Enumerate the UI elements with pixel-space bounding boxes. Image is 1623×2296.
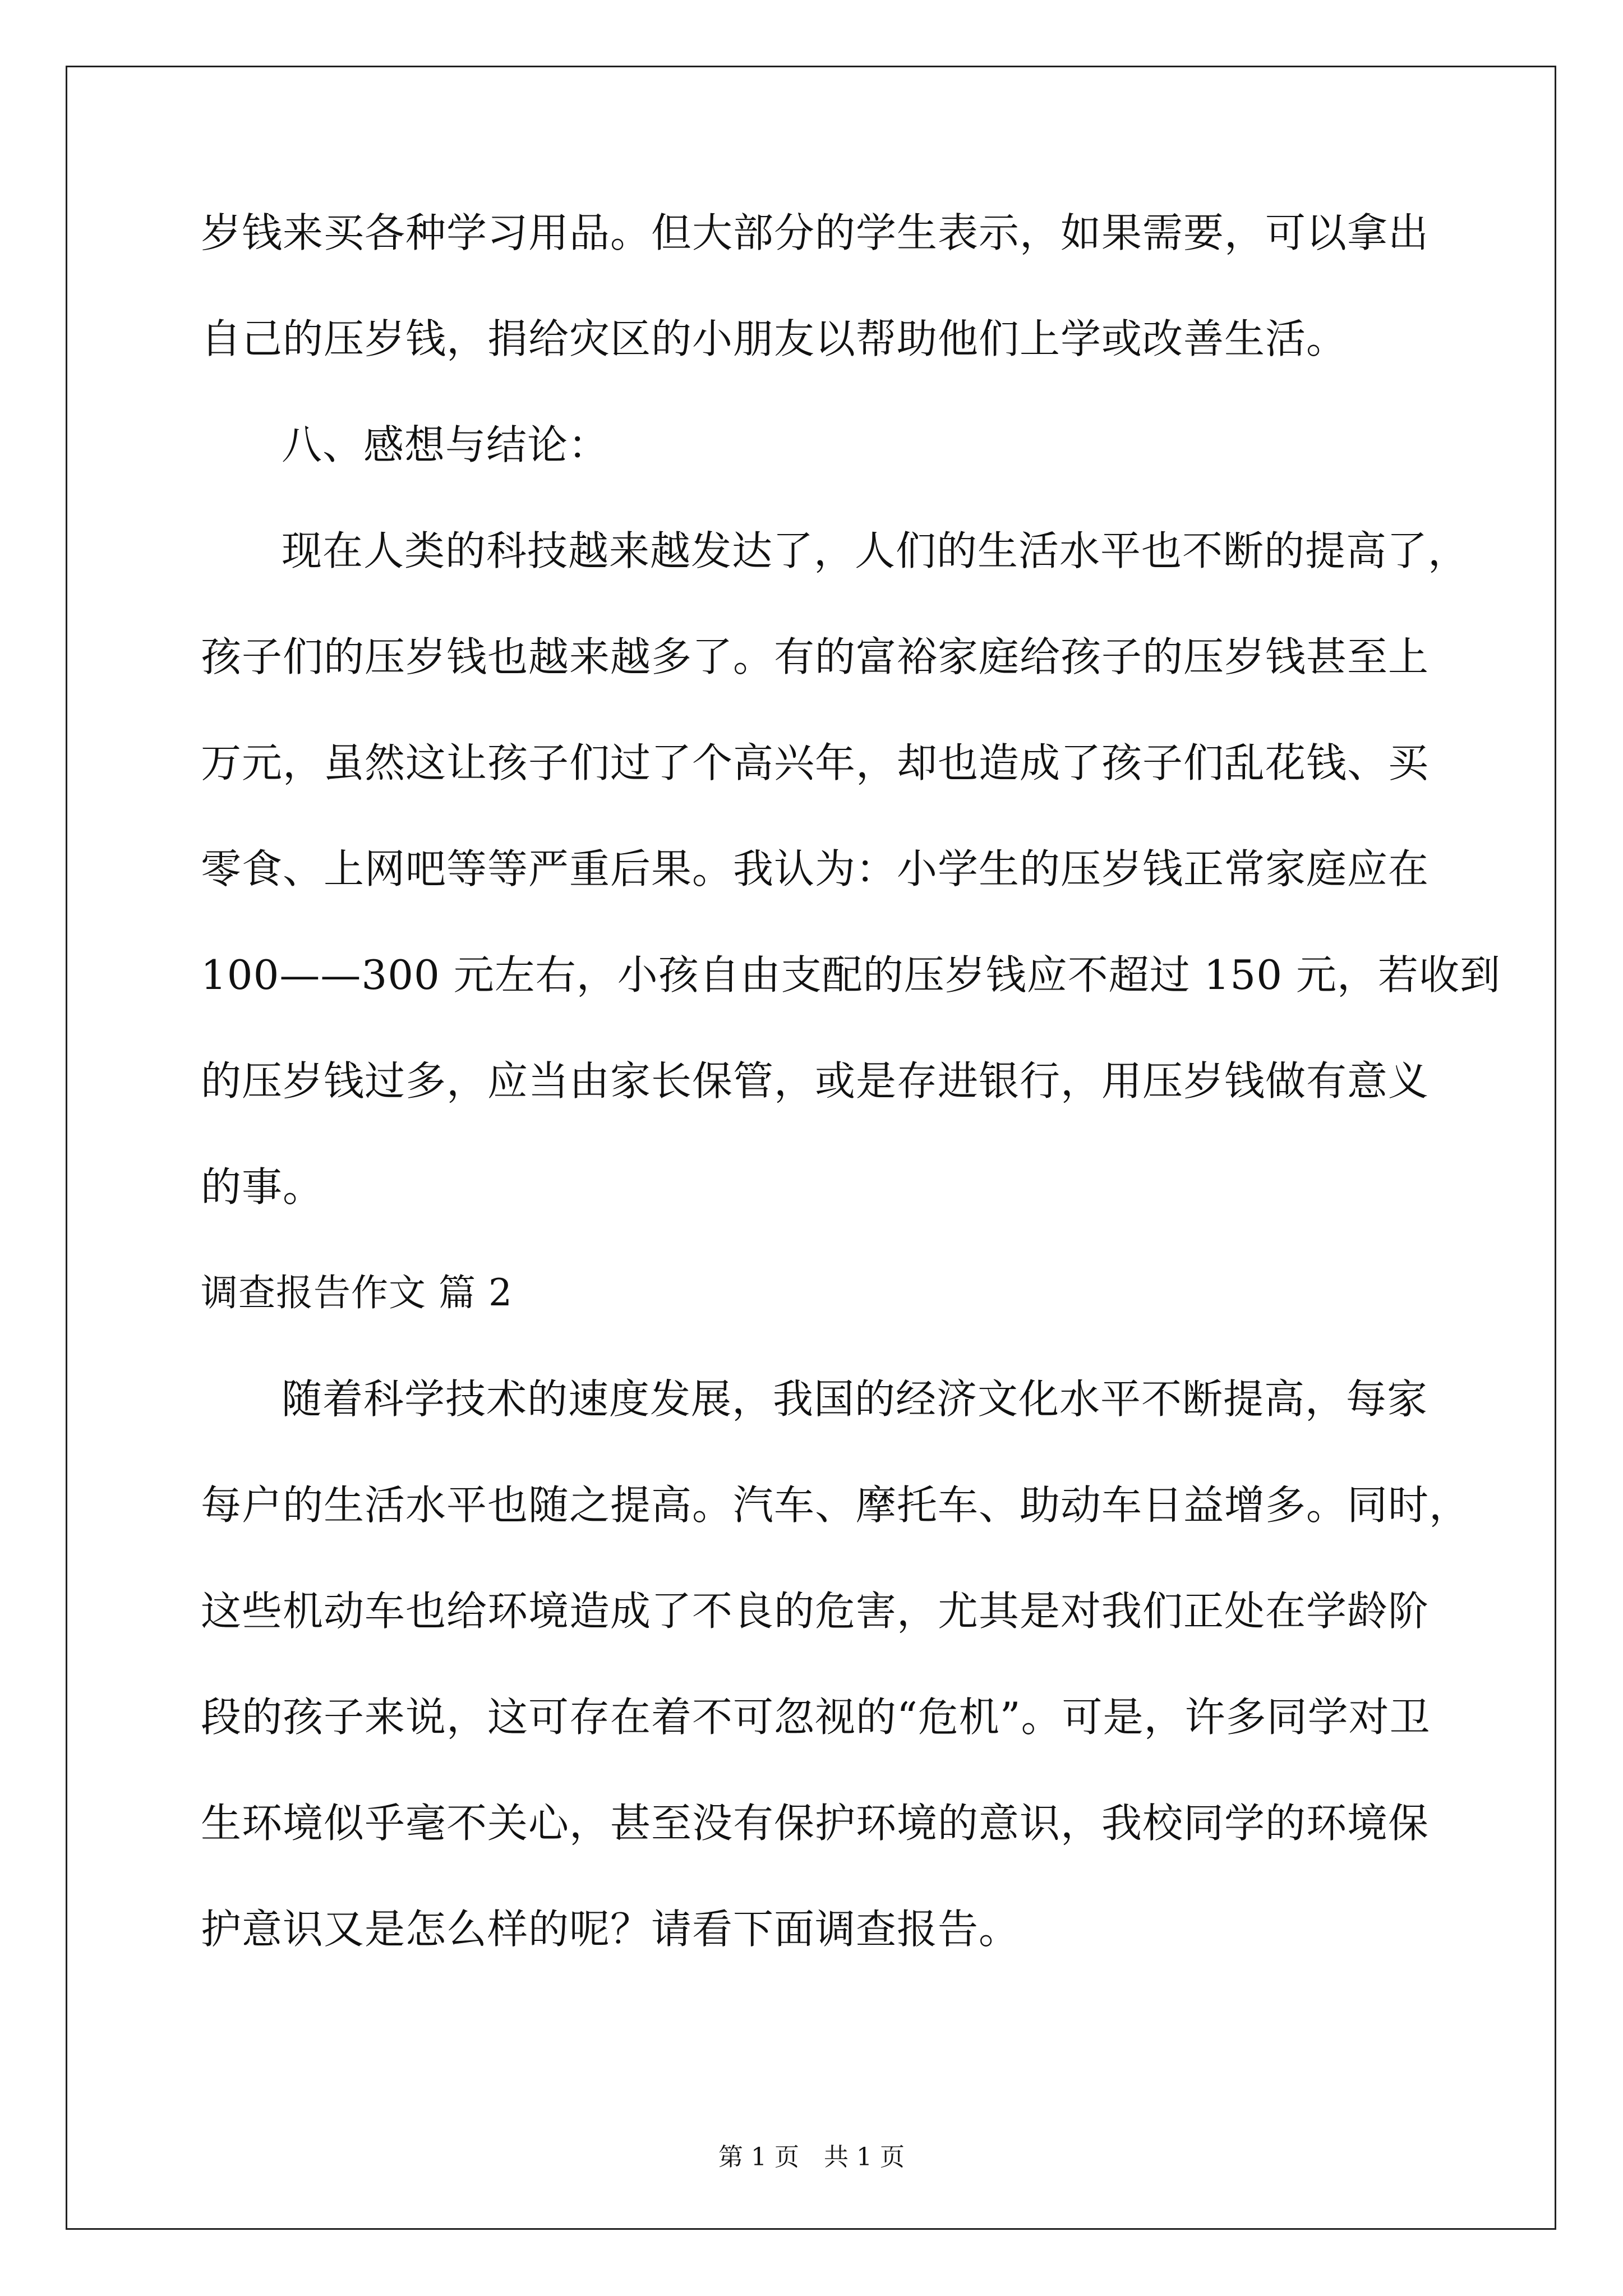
paragraph-line: 岁钱来买各种学习用品。但大部分的学生表示，如果需要，可以拿出 xyxy=(201,209,1430,256)
paragraph-line: 护意识又是怎么样的呢？请看下面调查报告。 xyxy=(201,1906,1020,1953)
paragraph-line: 每户的生活水平也随之提高。汽车、摩托车、助动车日益增多。同时， xyxy=(201,1481,1470,1529)
paragraph-line: 的事。 xyxy=(201,1163,324,1211)
paragraph-line: 万元，虽然这让孩子们过了个高兴年，却也造成了孩子们乱花钱、买 xyxy=(201,739,1430,786)
section-heading-line: 八、感想与结论： xyxy=(282,421,610,468)
paragraph-line: 100——300 元左右，小孩自由支配的压岁钱应不超过 150 元，若收到 xyxy=(201,951,1501,999)
page-number-footer: 第 1 页 共 1 页 xyxy=(718,2143,905,2171)
paragraph-line: 零食、上网吧等等严重后果。我认为：小学生的压岁钱正常家庭应在 xyxy=(201,845,1430,892)
paragraph-line: 段的孩子来说，这可存在着不可忽视的“危机”。可是，许多同学对卫 xyxy=(201,1694,1431,1741)
paragraph-line: 自己的压岁钱，捐给灾区的小朋友以帮助他们上学或改善生活。 xyxy=(201,315,1348,362)
article-title: 调查报告作文 篇 2 xyxy=(201,1271,513,1314)
paragraph-line: 生环境似乎毫不关心，甚至没有保护环境的意识，我校同学的环境保 xyxy=(201,1800,1430,1847)
document-body xyxy=(201,208,1501,2010)
paragraph-line: 这些机动车也给环境造成了不良的危害，尤其是对我们正处在学龄阶 xyxy=(201,1588,1430,1635)
paragraph-line: 孩子们的压岁钱也越来越多了。有的富裕家庭给孩子的压岁钱甚至上 xyxy=(201,633,1430,680)
paragraph-line: 随着科学技术的速度发展，我国的经济文化水平不断提高，每家 xyxy=(282,1375,1428,1423)
paragraph-line: 的压岁钱过多，应当由家长保管，或是存进银行，用压岁钱做有意义 xyxy=(201,1057,1430,1105)
paragraph-line: 现在人类的科技越来越发达了，人们的生活水平也不断的提高了， xyxy=(282,527,1469,574)
